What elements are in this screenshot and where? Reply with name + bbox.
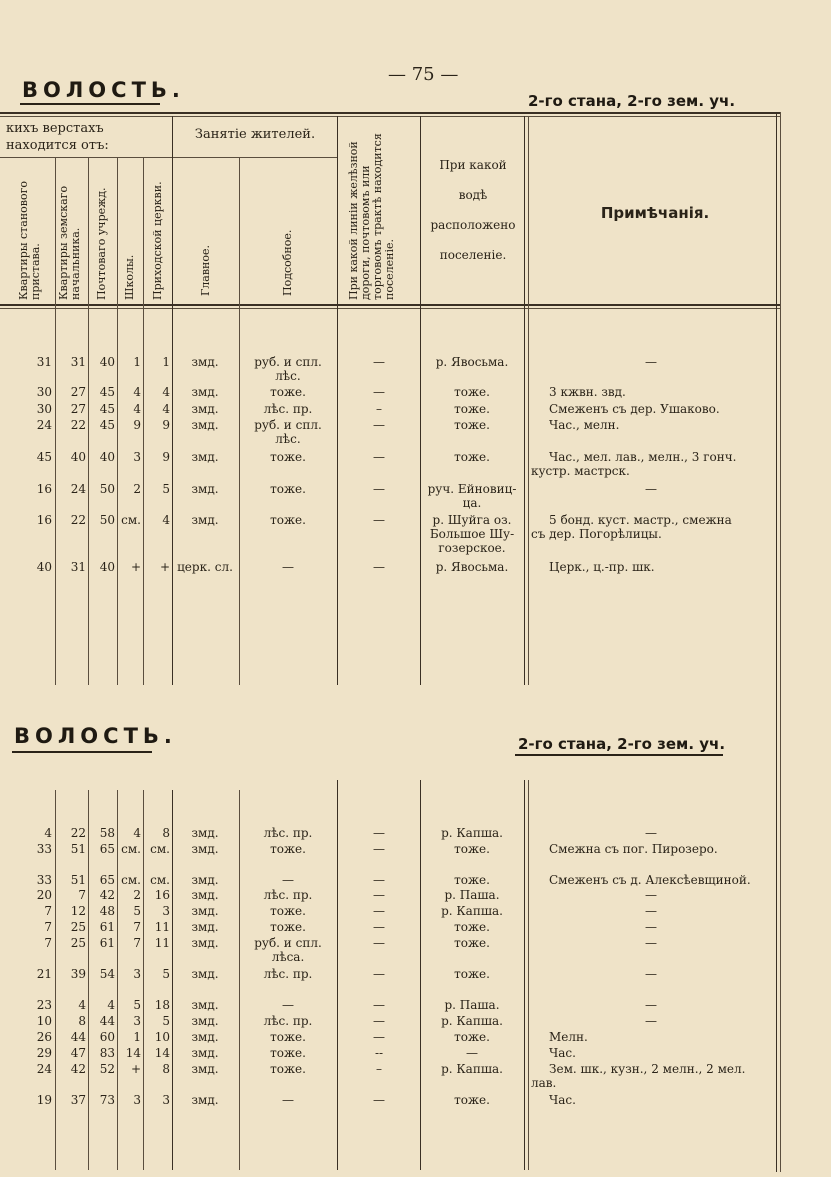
table-cell-c8: — <box>373 1030 385 1044</box>
table-cell-c1: 40 <box>36 560 52 574</box>
table-cell-c6: змд. <box>191 888 219 902</box>
table-cell-c1: 24 <box>36 418 52 432</box>
table-cell-c8: — <box>373 904 385 918</box>
table-cell-c1: 33 <box>36 842 52 856</box>
table-cell-c7: лѣс. <box>275 432 301 446</box>
table-cell-c4: 7 <box>133 936 141 950</box>
table-cell-c3: 61 <box>99 920 115 934</box>
table-cell-c4: 5 <box>133 904 141 918</box>
table-cell-c3: 40 <box>99 450 115 464</box>
occupation-group-rule <box>172 157 337 158</box>
table-cell-c4: 4 <box>133 826 141 840</box>
header-col-3: Почтоваго учрежд. <box>95 187 108 300</box>
right-border-b <box>780 112 781 1172</box>
table-cell-c7: лѣс. <box>275 369 301 383</box>
table-cell-c10: — <box>645 1014 657 1028</box>
table-cell-c5: 9 <box>162 450 170 464</box>
table-cell-c8: — <box>373 873 385 887</box>
table-cell-c9: р. Паша. <box>444 998 500 1012</box>
table-cell-c10: — <box>645 967 657 981</box>
table-cell-c2: 22 <box>70 826 86 840</box>
table-cell-c4: 5 <box>133 998 141 1012</box>
table-cell-c4: 7 <box>133 920 141 934</box>
table-cell-c10: Час. <box>549 1046 576 1060</box>
table-cell-c3: 58 <box>99 826 115 840</box>
table-cell-c7: тоже. <box>270 1030 306 1044</box>
table-cell-c9: р. Шуйга оз. <box>432 513 512 527</box>
table-cell-c1: 31 <box>36 355 52 369</box>
table-cell-c2: 51 <box>70 842 86 856</box>
table-cell-c4: 4 <box>133 402 141 416</box>
table-cell-c5: 14 <box>154 1046 170 1060</box>
header-col-8: При какой линіи желѣзной дороги, почтовомъ или торговомъ трактѣ находится поселеніе. <box>347 133 396 300</box>
table-cell-c1: 21 <box>36 967 52 981</box>
table-cell-c1: 7 <box>44 904 52 918</box>
table-cell-c2: 31 <box>70 355 86 369</box>
table-cell-c1: 16 <box>36 482 52 496</box>
table-cell-c9: тоже. <box>454 418 490 432</box>
table-cell-c8: — <box>373 826 385 840</box>
table-cell-c2: 44 <box>70 1030 86 1044</box>
table-cell-c4: 14 <box>125 1046 141 1060</box>
table-cell-c6: змд. <box>191 1046 219 1060</box>
table-cell-c8: — <box>373 513 385 527</box>
table-cell-c9: р. Капша. <box>441 1062 503 1076</box>
table-cell-c7: — <box>282 998 294 1012</box>
table-top-border-2 <box>0 116 780 117</box>
table-cell-c5: 16 <box>154 888 170 902</box>
table-cell-c7: тоже. <box>270 842 306 856</box>
table-cell-c6: змд. <box>191 904 219 918</box>
table-cell-c10: 5 бонд. куст. мастр., смежна <box>549 513 732 527</box>
table-cell-c8: – <box>376 1062 382 1076</box>
table-cell-c5: 5 <box>162 482 170 496</box>
table-cell-c5: 18 <box>154 998 170 1012</box>
table-cell-c3: 45 <box>99 418 115 432</box>
table-cell-c9: тоже. <box>454 402 490 416</box>
table-cell-c7: — <box>282 560 294 574</box>
header-col-6: Главное. <box>199 245 212 296</box>
table-cell-c8: — <box>373 967 385 981</box>
table-cell-c5: 4 <box>162 513 170 527</box>
table-cell-c2: 25 <box>70 936 86 950</box>
table-cell-c8: — <box>373 560 385 574</box>
table-cell-c9: тоже. <box>454 967 490 981</box>
table-cell-c5: + <box>159 560 170 574</box>
table-top-border <box>0 112 780 114</box>
table-cell-c4: 2 <box>133 888 141 902</box>
table-cell-c5: 8 <box>162 826 170 840</box>
table-cell-c10: 3 кжвн. звд. <box>549 385 626 399</box>
table-cell-c10: Час., мелн. <box>549 418 620 432</box>
table-cell-c7: лѣс. пр. <box>263 826 313 840</box>
table-cell-c6: змд. <box>191 418 219 432</box>
col2-line-9b <box>528 780 529 1170</box>
table-cell-c8: — <box>373 418 385 432</box>
table-cell-c10: кустр. мастрск. <box>531 464 630 478</box>
table-cell-c5: 5 <box>162 967 170 981</box>
table-cell-c10: — <box>645 482 657 496</box>
table-cell-c9: Большое Шу- <box>429 527 515 541</box>
table-cell-c10: — <box>645 355 657 369</box>
table-cell-c1: 19 <box>36 1093 52 1107</box>
table-cell-c2: 39 <box>70 967 86 981</box>
table-cell-c10: Смеженъ съ дер. Ушаково. <box>549 402 720 416</box>
table-cell-c6: змд. <box>191 842 219 856</box>
table-cell-c9: тоже. <box>454 450 490 464</box>
table-cell-c8: — <box>373 998 385 1012</box>
header-distance-group: кихъ верстахъ находится отъ: <box>6 121 109 153</box>
col-line-5 <box>172 116 173 685</box>
table-cell-c8: — <box>373 355 385 369</box>
table-cell-c10: — <box>645 936 657 950</box>
table-cell-c3: 60 <box>99 1030 115 1044</box>
table-cell-c7: тоже. <box>270 920 306 934</box>
station-info-top: 2-го стана, 2-го зем. уч. <box>528 92 736 110</box>
table-cell-c8: — <box>373 1014 385 1028</box>
table-cell-c1: 16 <box>36 513 52 527</box>
table-cell-c2: 47 <box>70 1046 86 1060</box>
table-cell-c6: змд. <box>191 1030 219 1044</box>
table-cell-c10: Цeрк., ц.-пр. шк. <box>549 560 655 574</box>
table-cell-c7: лѣс. пр. <box>263 402 313 416</box>
table-cell-c6: змд. <box>191 936 219 950</box>
table-cell-c10: съ дер. Погорѣлицы. <box>531 527 662 541</box>
table-cell-c7: тоже. <box>270 904 306 918</box>
table-cell-c5: 5 <box>162 1014 170 1028</box>
header-col-1: Квартиры станового пристава. <box>17 181 42 300</box>
table-cell-c8: — <box>373 920 385 934</box>
table-cell-c2: 27 <box>70 402 86 416</box>
table-cell-c3: 54 <box>99 967 115 981</box>
table-cell-c10: лав. <box>531 1076 557 1090</box>
table-cell-c10: — <box>645 888 657 902</box>
table-cell-c7: — <box>282 873 294 887</box>
table-cell-c3: 44 <box>99 1014 115 1028</box>
table-cell-c3: 40 <box>99 560 115 574</box>
table-cell-c3: 45 <box>99 402 115 416</box>
table-cell-c10: — <box>645 904 657 918</box>
table-cell-c5: 3 <box>162 1093 170 1107</box>
table-cell-c5: 9 <box>162 418 170 432</box>
table-cell-c6: змд. <box>191 967 219 981</box>
table-cell-c2: 4 <box>78 998 86 1012</box>
table-cell-c7: тоже. <box>270 450 306 464</box>
volost-title-bottom-underline <box>12 751 152 753</box>
volost-title-bottom: ВОЛОСТЬ. <box>14 724 177 748</box>
table-cell-c4: см. <box>121 513 141 527</box>
table-cell-c8: -- <box>374 1046 384 1060</box>
table-cell-c8: — <box>373 842 385 856</box>
table-cell-c2: 7 <box>78 888 86 902</box>
table-cell-c7: руб. и спл. <box>254 355 322 369</box>
table-cell-c9: ца. <box>462 496 482 510</box>
table-cell-c6: змд. <box>191 1014 219 1028</box>
col2-line-9 <box>524 780 525 1170</box>
table-cell-c1: 7 <box>44 920 52 934</box>
col-line-9b <box>528 116 529 685</box>
table-cell-c9: р. Явосьма. <box>435 355 509 369</box>
table-cell-c2: 42 <box>70 1062 86 1076</box>
header-col-5: Приходской церкви. <box>151 181 164 300</box>
table-cell-c3: 40 <box>99 355 115 369</box>
table-cell-c6: змд. <box>191 482 219 496</box>
table-cell-c4: 1 <box>133 1030 141 1044</box>
table-cell-c4: см. <box>121 842 141 856</box>
table-cell-c4: 3 <box>133 967 141 981</box>
table-cell-c7: руб. и спл. <box>254 936 322 950</box>
table-cell-c3: 65 <box>99 842 115 856</box>
table-cell-c3: 83 <box>99 1046 115 1060</box>
table-cell-c3: 61 <box>99 936 115 950</box>
table-cell-c5: 8 <box>162 1062 170 1076</box>
table-cell-c5: 11 <box>154 936 170 950</box>
table-cell-c1: 30 <box>36 385 52 399</box>
table-cell-c5: 11 <box>154 920 170 934</box>
table-cell-c6: змд. <box>191 355 219 369</box>
table-cell-c3: 48 <box>99 904 115 918</box>
table-cell-c4: 1 <box>133 355 141 369</box>
table-cell-c10: — <box>645 920 657 934</box>
table-cell-c10: Час. <box>549 1093 576 1107</box>
table-cell-c10: — <box>645 998 657 1012</box>
table-cell-c4: 2 <box>133 482 141 496</box>
header-col-4: Школы. <box>123 254 136 300</box>
table-cell-c3: 42 <box>99 888 115 902</box>
table-cell-c3: 52 <box>99 1062 115 1076</box>
table-cell-c1: 4 <box>44 826 52 840</box>
table-cell-c3: 65 <box>99 873 115 887</box>
table-cell-c5: 4 <box>162 402 170 416</box>
table-cell-c1: 24 <box>36 1062 52 1076</box>
table-cell-c3: 73 <box>99 1093 115 1107</box>
page-number: — 75 — <box>388 64 459 85</box>
volost-title-top-underline <box>20 103 160 105</box>
table-cell-c8: — <box>373 1093 385 1107</box>
table-cell-c7: лѣс. пр. <box>263 967 313 981</box>
table-cell-c8: — <box>373 450 385 464</box>
table-cell-c7: тоже. <box>270 482 306 496</box>
table-cell-c6: змд. <box>191 513 219 527</box>
table-cell-c2: 22 <box>70 513 86 527</box>
table-cell-c9: — <box>466 1046 478 1060</box>
table-cell-c1: 30 <box>36 402 52 416</box>
table-cell-c9: тоже. <box>454 1030 490 1044</box>
header-col-9: При какой водѣ расположено поселеніе. <box>430 158 516 262</box>
table-cell-c7: тоже. <box>270 385 306 399</box>
table-cell-c7: тоже. <box>270 1046 306 1060</box>
table-cell-c10: — <box>645 826 657 840</box>
table-cell-c6: змд. <box>191 920 219 934</box>
table-cell-c2: 31 <box>70 560 86 574</box>
table-cell-c4: + <box>130 1062 141 1076</box>
table-cell-c6: змд. <box>191 450 219 464</box>
table-cell-c1: 26 <box>36 1030 52 1044</box>
table-cell-c6: змд. <box>191 1062 219 1076</box>
table-cell-c10: Смеженъ съ д. Алексѣевщиной. <box>549 873 751 887</box>
table-cell-c8: — <box>373 385 385 399</box>
table-cell-c9: р. Капша. <box>441 826 503 840</box>
table-cell-c1: 33 <box>36 873 52 887</box>
table-cell-c6: змд. <box>191 873 219 887</box>
table-cell-c3: 4 <box>107 998 115 1012</box>
header-col-7: Подсобное. <box>281 229 294 296</box>
table-cell-c10: Зем. шк., кузн., 2 мелн., 2 мел. <box>549 1062 746 1076</box>
table-cell-c5: 3 <box>162 904 170 918</box>
table-cell-c4: см. <box>121 873 141 887</box>
table-cell-c4: 9 <box>133 418 141 432</box>
table-cell-c9: р. Явосьма. <box>435 560 509 574</box>
table-cell-c9: р. Паша. <box>444 888 500 902</box>
header-occupation-group: Занятіе жителей. <box>194 127 316 142</box>
table-cell-c7: тоже. <box>270 513 306 527</box>
table-cell-c9: р. Капша. <box>441 1014 503 1028</box>
table-cell-c7: — <box>282 1093 294 1107</box>
table-cell-c8: — <box>373 888 385 902</box>
header-col-10: Примѣчанія. <box>600 204 710 222</box>
col-line-8 <box>420 116 421 685</box>
table-cell-c9: гозерское. <box>438 541 506 555</box>
table-cell-c4: 3 <box>133 1014 141 1028</box>
table-cell-c2: 8 <box>78 1014 86 1028</box>
table-cell-c10: Мелн. <box>549 1030 588 1044</box>
col2-line-5 <box>172 790 173 1170</box>
table-cell-c3: 50 <box>99 482 115 496</box>
table-cell-c8: – <box>376 402 382 416</box>
table-cell-c2: 25 <box>70 920 86 934</box>
col-line-9 <box>524 116 525 685</box>
table-cell-c1: 7 <box>44 936 52 950</box>
table-cell-c6: змд. <box>191 402 219 416</box>
table-cell-c2: 24 <box>70 482 86 496</box>
table-cell-c8: — <box>373 936 385 950</box>
table-cell-c7: лѣса. <box>271 950 305 964</box>
col-line-7 <box>337 116 338 685</box>
table-cell-c5: 10 <box>154 1030 170 1044</box>
table-cell-c10: Час., мел. лав., мелн., 3 гонч. <box>549 450 737 464</box>
table-cell-c4: 4 <box>133 385 141 399</box>
table-cell-c9: р. Капша. <box>441 904 503 918</box>
table-cell-c7: лѣс. пр. <box>263 888 313 902</box>
table-cell-c7: руб. и спл. <box>254 418 322 432</box>
header-col-2: Квартиры земскаго начальника. <box>57 185 82 300</box>
table-cell-c2: 27 <box>70 385 86 399</box>
table-cell-c9: тоже. <box>454 1093 490 1107</box>
table-cell-c2: 51 <box>70 873 86 887</box>
table-cell-c9: тоже. <box>454 385 490 399</box>
table-cell-c6: змд. <box>191 998 219 1012</box>
table-cell-c9: тоже. <box>454 873 490 887</box>
table-cell-c10: Смежна съ пог. Пирозеро. <box>549 842 718 856</box>
table-cell-c5: см. <box>150 873 170 887</box>
table-cell-c1: 23 <box>36 998 52 1012</box>
table-cell-c6: змд. <box>191 385 219 399</box>
table-cell-c2: 12 <box>70 904 86 918</box>
table-cell-c1: 29 <box>36 1046 52 1060</box>
table-cell-c2: 22 <box>70 418 86 432</box>
station-info-bottom: 2-го стана, 2-го зем. уч. <box>518 735 726 753</box>
table-cell-c1: 20 <box>36 888 52 902</box>
table-cell-c3: 45 <box>99 385 115 399</box>
table-cell-c2: 37 <box>70 1093 86 1107</box>
table-cell-c9: тоже. <box>454 842 490 856</box>
table-cell-c4: 3 <box>133 1093 141 1107</box>
table-cell-c1: 10 <box>36 1014 52 1028</box>
table-cell-c9: тоже. <box>454 920 490 934</box>
table-cell-c4: 3 <box>133 450 141 464</box>
table-cell-c7: лѣс. пр. <box>263 1014 313 1028</box>
table-cell-c6: змд. <box>191 826 219 840</box>
table-cell-c1: 45 <box>36 450 52 464</box>
table-cell-c7: тоже. <box>270 1062 306 1076</box>
table-cell-c5: 4 <box>162 385 170 399</box>
table-cell-c5: 1 <box>162 355 170 369</box>
table-cell-c6: змд. <box>191 1093 219 1107</box>
table-cell-c6: церк. сл. <box>177 560 233 574</box>
table-cell-c9: руч. Ейновиц- <box>427 482 517 496</box>
station-bottom-underline <box>515 754 723 756</box>
table-cell-c9: тоже. <box>454 936 490 950</box>
table-cell-c5: см. <box>150 842 170 856</box>
table-cell-c8: — <box>373 482 385 496</box>
right-border-a <box>776 112 777 1172</box>
distance-group-rule <box>0 157 172 158</box>
table-cell-c3: 50 <box>99 513 115 527</box>
table-cell-c4: + <box>130 560 141 574</box>
table-cell-c2: 40 <box>70 450 86 464</box>
volost-title-top: ВОЛОСТЬ. <box>22 78 185 102</box>
